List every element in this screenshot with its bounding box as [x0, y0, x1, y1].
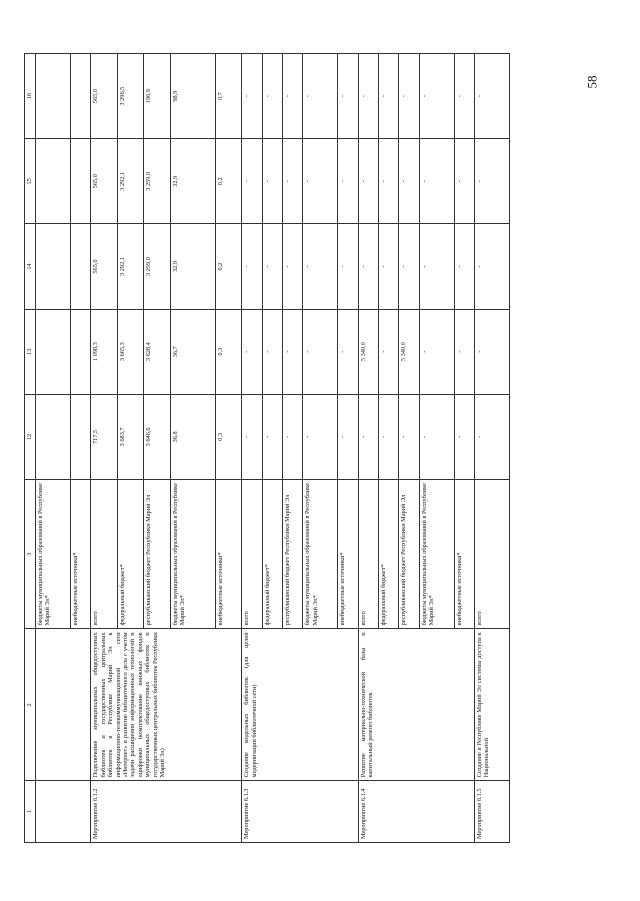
value-cell: -: [242, 54, 262, 139]
value-cell: -: [399, 394, 419, 479]
value-cell: -: [475, 394, 510, 479]
value-cell: -: [282, 224, 302, 309]
funding-source: всего: [358, 479, 378, 628]
table-body: [36, 54, 510, 843]
value-cell: 3 628,4: [144, 309, 170, 394]
value-cell: -: [379, 224, 399, 309]
value-cell: 196,9: [144, 54, 170, 139]
measure-description: Развитие материально-технической базы и капитальный ремонт библиотек: [358, 629, 474, 781]
value-cell: -: [379, 139, 399, 224]
value-cell: 3 296,5: [117, 54, 143, 139]
funding-source: всего: [475, 479, 510, 628]
measure-description: Подключение муниципальных общедоступных библиотек и государственных центральных библиотек в Республике Марий Эл к информационно-телекоммуникационной сети «Интернет» и развитие библиотечного дела с учетом задачи расширения информационных технологий и оцифровки (комплектование книжных фондов муниципальных общедоступных библиотек и государственных центральных библиотек Республики Марий Эл): [91, 629, 242, 781]
value-cell: [36, 224, 71, 309]
funding-source: республиканский бюджет Республики Марий Эл: [399, 479, 419, 628]
value-cell: -: [419, 224, 454, 309]
value-cell: -: [358, 224, 378, 309]
value-cell: -: [282, 139, 302, 224]
value-cell: -: [338, 394, 358, 479]
measure-code: Мероприятие 6.1.3: [242, 781, 358, 843]
funding-source: федеральный бюджет*: [117, 479, 143, 628]
value-cell: 0,7: [215, 54, 241, 139]
value-cell: 5 340,0: [358, 309, 378, 394]
value-cell: -: [282, 309, 302, 394]
value-cell: [70, 139, 90, 224]
value-cell: -: [262, 54, 282, 139]
value-cell: -: [419, 309, 454, 394]
value-cell: -: [282, 54, 302, 139]
value-cell: -: [454, 139, 474, 224]
value-cell: -: [242, 224, 262, 309]
value-cell: -: [399, 54, 419, 139]
value-cell: -: [475, 139, 510, 224]
value-cell: -: [303, 394, 338, 479]
value-cell: 3 259,0: [144, 224, 170, 309]
budget-table: [24, 53, 510, 843]
value-cell: -: [303, 139, 338, 224]
funding-source: республиканский бюджет Республики Марий Эл: [282, 479, 302, 628]
value-cell: -: [338, 309, 358, 394]
value-cell: -: [242, 139, 262, 224]
funding-source: федеральный бюджет*: [379, 479, 399, 628]
value-cell: -: [338, 139, 358, 224]
value-cell: -: [454, 394, 474, 479]
header-row: [25, 54, 36, 843]
value-cell: -: [262, 309, 282, 394]
value-cell: 32,9: [170, 224, 215, 309]
value-cell: 36,8: [170, 394, 215, 479]
column-header: 1: [25, 781, 36, 843]
funding-source: всего: [242, 479, 262, 628]
measure-code: Мероприятие 6.1.4: [358, 781, 474, 843]
value-cell: [36, 309, 71, 394]
value-cell: 3 292,1: [117, 224, 143, 309]
value-cell: -: [303, 309, 338, 394]
value-cell: [70, 309, 90, 394]
value-cell: -: [379, 309, 399, 394]
value-cell: -: [358, 139, 378, 224]
funding-source: всего: [91, 479, 117, 628]
value-cell: -: [242, 394, 262, 479]
value-cell: -: [399, 139, 419, 224]
value-cell: -: [419, 54, 454, 139]
value-cell: [70, 224, 90, 309]
value-cell: -: [419, 394, 454, 479]
value-cell: [70, 394, 90, 479]
value-cell: -: [454, 309, 474, 394]
column-header: 12: [25, 394, 36, 479]
value-cell: -: [242, 309, 262, 394]
funding-source: внебюджетные источники*: [338, 479, 358, 628]
value-cell: [36, 54, 71, 139]
column-header: 2: [25, 629, 36, 781]
column-header: 16: [25, 54, 36, 139]
column-header: 15: [25, 139, 36, 224]
funding-source: внебюджетные источники*: [454, 479, 474, 628]
funding-source: федеральный бюджет*: [262, 479, 282, 628]
value-cell: 3 259,0: [144, 139, 170, 224]
value-cell: -: [303, 54, 338, 139]
measure-code: [36, 781, 91, 843]
value-cell: 0,3: [215, 309, 241, 394]
value-cell: -: [262, 139, 282, 224]
value-cell: [70, 54, 90, 139]
value-cell: 717,5: [91, 394, 117, 479]
value-cell: -: [399, 224, 419, 309]
column-header: 3: [25, 479, 36, 628]
value-cell: 5 340,0: [399, 309, 419, 394]
funding-source: внебюджетные источники*: [70, 479, 90, 628]
value-cell: -: [379, 54, 399, 139]
value-cell: -: [454, 54, 474, 139]
value-cell: 565,0: [91, 54, 117, 139]
value-cell: 0,3: [215, 394, 241, 479]
value-cell: 0,2: [215, 224, 241, 309]
value-cell: 565,0: [91, 139, 117, 224]
page-number: 58: [584, 75, 600, 89]
value-cell: 36,7: [170, 309, 215, 394]
value-cell: -: [419, 139, 454, 224]
value-cell: 98,9: [170, 54, 215, 139]
value-cell: -: [282, 394, 302, 479]
value-cell: -: [358, 394, 378, 479]
value-cell: -: [454, 224, 474, 309]
table-row: [242, 54, 262, 843]
funding-source: бюджеты муниципальных образований в Республике Марий Эл*: [36, 479, 71, 628]
value-cell: 3 292,1: [117, 139, 143, 224]
funding-source: республиканский бюджет Республики Марий Эл: [144, 479, 170, 628]
value-cell: 3 683,7: [117, 394, 143, 479]
value-cell: 3 665,3: [117, 309, 143, 394]
measure-description: Создание модельных библиотек (для целей модернизации библиотечной сети): [242, 629, 358, 781]
measure-code: Мероприятие 6.1.5: [475, 781, 510, 843]
funding-source: внебюджетные источники*: [215, 479, 241, 628]
value-cell: -: [262, 224, 282, 309]
funding-source: бюджеты муниципальных образований в Республике Марий Эл*: [419, 479, 454, 628]
value-cell: -: [303, 224, 338, 309]
value-cell: -: [338, 54, 358, 139]
value-cell: 3 646,6: [144, 394, 170, 479]
value-cell: 565,0: [91, 224, 117, 309]
measure-description: Создание в Республике Марий Эл системы доступа к Национальной: [475, 629, 510, 781]
value-cell: -: [475, 54, 510, 139]
table-row: [91, 54, 117, 843]
table-row: [475, 54, 510, 843]
measure-code: Мероприятие 6.1.2: [91, 781, 242, 843]
value-cell: -: [379, 394, 399, 479]
value-cell: [36, 394, 71, 479]
funding-source: бюджеты муниципальных образований в Республике Марий Эл*: [303, 479, 338, 628]
value-cell: 0,2: [215, 139, 241, 224]
value-cell: 32,9: [170, 139, 215, 224]
value-cell: -: [475, 309, 510, 394]
value-cell: -: [358, 54, 378, 139]
column-header: 13: [25, 309, 36, 394]
value-cell: -: [262, 394, 282, 479]
value-cell: -: [338, 224, 358, 309]
column-header: 14: [25, 224, 36, 309]
value-cell: 1 098,3: [91, 309, 117, 394]
table-row: [358, 54, 378, 843]
measure-description: [36, 629, 91, 781]
funding-source: бюджеты муниципальных образований в Республике Марий Эл*: [170, 479, 215, 628]
value-cell: [36, 139, 71, 224]
table-row: [36, 54, 71, 843]
value-cell: -: [475, 224, 510, 309]
